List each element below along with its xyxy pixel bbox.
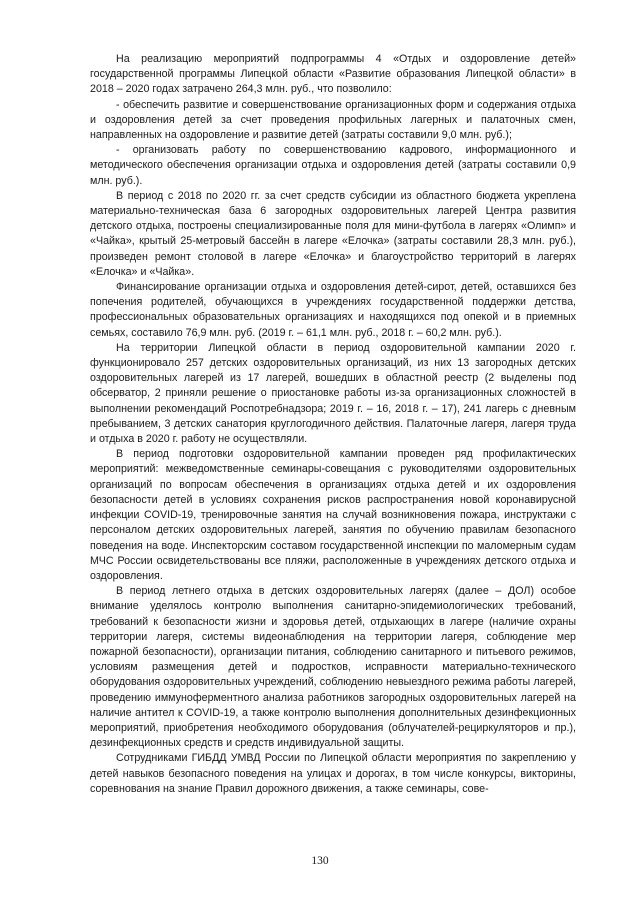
paragraph-preventive-measures: В период подготовки оздоровительной кампании проведен ряд профилактических мероприятий: межведомственные семинары-совещания с руководителями оздоровительных организаций по вопросам обеспечения в организациях отдыха детей и их оздоровления безопасности детей в условиях сохранения рисков распространения новой коронавирусной инфекции COVID-19, тренировочные занятия на случай возникновения пожара, инструктажи с персоналом детских оздоровительных лагерей, занятия по обучению правилам безопасного поведения на воде. Инспекторским составом государственной инспекции по маломерным судам МЧС России освидетельствованы все пляжи, расположенные в учреждениях детского отдыха и оздоровления.: [90, 448, 576, 582]
document-body: [90, 52, 576, 797]
paragraph-list-item-development: - обеспечить развитие и совершенствование организационных форм и содержания отдыха и оздоровления детей за счет проведения профильных лагерных и палаточных смен, направленных на оздоровление и развитие детей (затраты составили 9,0 млн. руб.);: [90, 98, 576, 142]
paragraph-list-item-staffing: - организовать работу по совершенствованию кадрового, информационного и методического обеспечения организации отдыха и оздоровления детей (затраты составили 0,9 млн. руб.).: [90, 144, 576, 187]
paragraph-material-base: В период с 2018 по 2020 гг. за счет средств субсидии из областного бюджета укреплена материально-техническая база 6 загородных оздоровительных лагерей Центра развития детского отдыха, построены специализированные поля для мини-футбола в лагерях «Олимп» и «Чайка», крытый 25-метровый бассейн в лагере «Елочка» (затраты составили 28,3 млн. руб.), произведен ремонт столовой в лагере «Елочка» и благоустройство территорий в лагерях «Елочка» и «Чайка».: [90, 189, 576, 278]
paragraph-intro-subprogram: На реализацию мероприятий подпрограммы 4 «Отдых и оздоровление детей» государственной программы Липецкой области «Развитие образования Липецкой области» в 2018 – 2020 годах затрачено 264,3 млн. руб., что позволило:: [90, 53, 576, 96]
page-number: 130: [311, 855, 329, 867]
paragraph-orphans-funding: Финансирование организации отдыха и оздоровления детей-сирот, детей, оставшихся без попечения родителей, обучающихся в учреждениях государственной поддержки детства, профессиональных образовательных организациях и находящихся под опекой и в приемных семьях, составило 76,9 млн. руб. (2019 г. – 61,1 млн. руб., 2018 г. – 60,2 млн. руб.).: [90, 281, 576, 339]
paragraph-campaign-2020: На территории Липецкой области в период оздоровительной кампании 2020 г. функционировало 257 детских оздоровительных организаций, из них 13 загородных детских оздоровительных лагерей из 17 лагерей, вошедших в областной реестр (2 выделены под обсерватор, 2 приняли решение о приостановке работы из-за организационных сложностей в выполнении рекомендаций Роспотребнадзора; 2019 г. – 16, 2018 г. – 17), 241 лагерь с дневным пребыванием, 3 детских санатория круглогодичного действия. Палаточные лагеря, лагеря труда и отдыха в 2020 г. работу не осуществляли.: [90, 341, 576, 446]
paragraph-summer-control: В период летнего отдыха в детских оздоровительных лагерях (далее – ДОЛ) особое внимание уделялось контролю выполнения санитарно-эпидемиологических требований, требований к безопасности жизни и здоровья детей, отдыхающих в лагере (наличие охраны территории лагеря, системы видеонаблюдения на территории лагеря, соблюдение мер пожарной безопасности), организации питания, соблюдению санитарного и питьевого режимов, условиям размещения детей и подростков, исправности материально-технического оборудования оздоровительных учреждений, соблюдению невыездного режима работы лагерей, проведению иммуноферментного анализа работников загородных оздоровительных лагерей на наличие антител к COVID-19, а также контролю выполнения дополнительных дезинфекционных мероприятий, приобретения необходимого оборудования (облучателей-рециркуляторов и пр.), дезинфекционных средств и средств индивидуальной защиты.: [90, 585, 576, 750]
paragraph-traffic-police: Сотрудниками ГИБДД УМВД России по Липецкой области мероприятия по закреплению у детей навыков безопасного поведения на улицах и дорогах, в том числе конкурсы, викторины, соревнования на знание Правил дорожного движения, а также семинары, сове-: [90, 752, 576, 795]
